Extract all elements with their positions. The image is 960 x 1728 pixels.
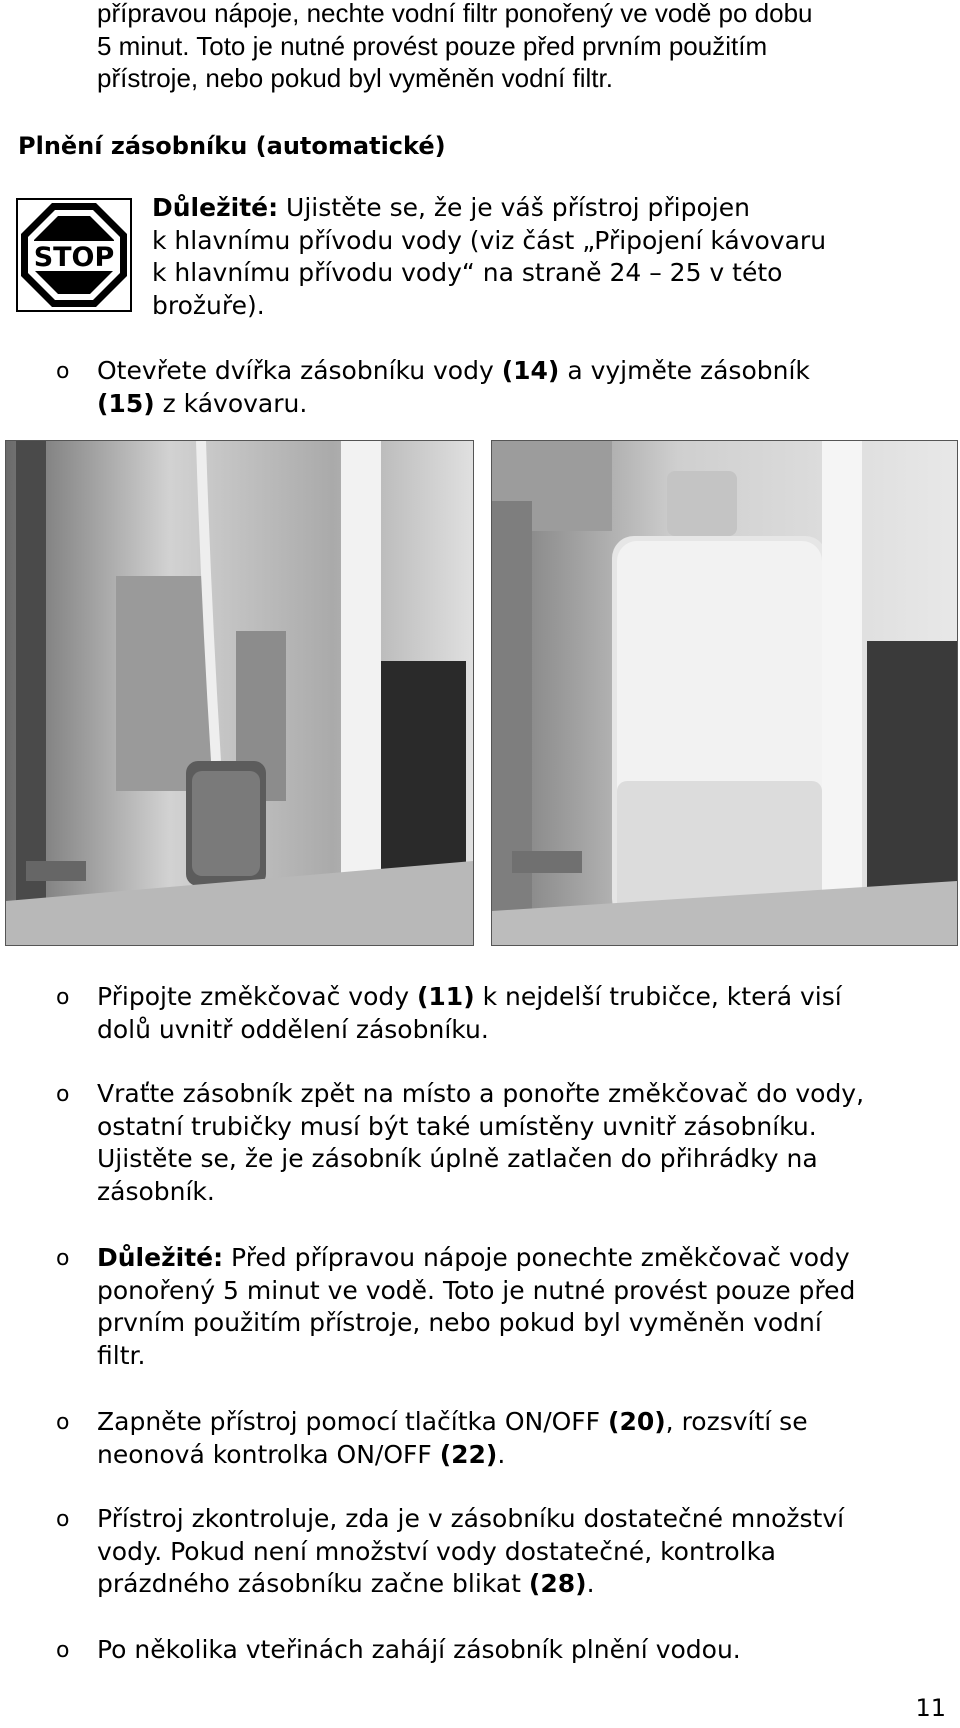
stop-sign-text: STOP [33, 242, 115, 273]
step-switch-on [97, 1406, 937, 1471]
bullet-marker: o [56, 1507, 70, 1532]
bullet-marker: o [56, 359, 70, 384]
important-label: Důležité: [152, 193, 279, 222]
step-text: Zapněte přístroj pomocí tlačítka ON/OFF [97, 1407, 609, 1436]
step-text: Připojte změkčovač vody [97, 982, 417, 1011]
step-text: dolů uvnitř oddělení zásobníku. [97, 1014, 489, 1044]
bullet-marker: o [56, 985, 70, 1010]
step-text: zásobník. [97, 1176, 215, 1206]
step-text: ponořený 5 minut ve vodě. Toto je nutné provést pouze před [97, 1275, 856, 1305]
part-ref: (28) [528, 1569, 587, 1598]
step-text: Přístroj zkontroluje, zda je v zásobníku dostatečné množství [97, 1504, 845, 1533]
step-open-tank [97, 355, 937, 420]
stop-sign-icon [16, 198, 132, 312]
step-return-tank [97, 1078, 937, 1208]
part-ref: (20) [608, 1407, 666, 1436]
important-text: brožuře). [152, 290, 265, 320]
step-filling: Po několika vteřinách zahájí zásobník plnění vodou. [97, 1635, 741, 1664]
important-text: k hlavnímu přívodu vody (viz část „Připojení kávovaru [152, 225, 827, 255]
step-text: ostatní trubičky musí být také umístěny uvnitř zásobníku. [97, 1111, 817, 1141]
intro-line: 5 minut. Toto je nutné provést pouze před prvním použitím [97, 30, 768, 61]
step-text: prvním použitím přístroje, nebo pokud byl vyměněn vodní [97, 1308, 822, 1337]
step-text: . [586, 1569, 595, 1598]
step-text: Vraťte zásobník zpět na místo a ponořte změkčovač do vody, [97, 1079, 865, 1108]
bullet-marker: o [56, 1246, 70, 1271]
step-connect-softener [97, 981, 937, 1046]
part-ref: (22) [439, 1439, 498, 1469]
intro-line: přístroje, nebo pokud byl vyměněn vodní filtr. [97, 63, 613, 93]
step-text: neonová kontrolka ON/OFF [97, 1439, 440, 1469]
step-text: Otevřete dvířka zásobníku vody [97, 356, 502, 385]
photo-water-softener-in-tank-compartment [5, 440, 474, 946]
step-text: z kávovaru. [154, 388, 308, 418]
step-text: Ujistěte se, že je zásobník úplně zatlačen do přihrádky na [97, 1144, 818, 1173]
intro-line: přípravou nápoje, nechte vodní filtr ponořený ve vodě po dobu [97, 0, 813, 28]
bullet-marker: o [56, 1410, 70, 1435]
important-note [152, 192, 942, 322]
part-ref: (14) [501, 356, 560, 385]
part-ref: (15) [97, 388, 155, 418]
bullet-marker: o [56, 1082, 70, 1107]
step-text: filtr. [97, 1340, 146, 1370]
step-text: a vyjměte zásobník [559, 356, 810, 385]
photo-water-tank-in-compartment [491, 440, 958, 946]
important-text: k hlavnímu přívodu vody“ na straně 24 – 25 v této [152, 258, 783, 287]
step-text: k nejdelší trubičce, která visí [474, 982, 842, 1011]
important-label: Důležité: [97, 1243, 224, 1272]
bullet-marker: o [56, 1638, 70, 1663]
section-title: Plnění zásobníku (automatické) [18, 132, 446, 160]
important-text: Ujistěte se, že je váš přístroj připojen [278, 193, 750, 222]
intro-paragraph [97, 0, 947, 95]
step-text: vody. Pokud není množství vody dostatečné, kontrolka [97, 1536, 776, 1566]
step-text: Před přípravou nápoje ponechte změkčovač vody [223, 1243, 850, 1272]
step-text: prázdného zásobníku začne blikat [97, 1569, 529, 1598]
step-important-soak [97, 1242, 937, 1372]
step-text: , rozsvítí se [665, 1407, 808, 1436]
part-ref: (11) [416, 982, 475, 1011]
step-check-water [97, 1503, 937, 1601]
page-number: 11 [915, 1694, 946, 1722]
step-text: . [497, 1439, 506, 1469]
